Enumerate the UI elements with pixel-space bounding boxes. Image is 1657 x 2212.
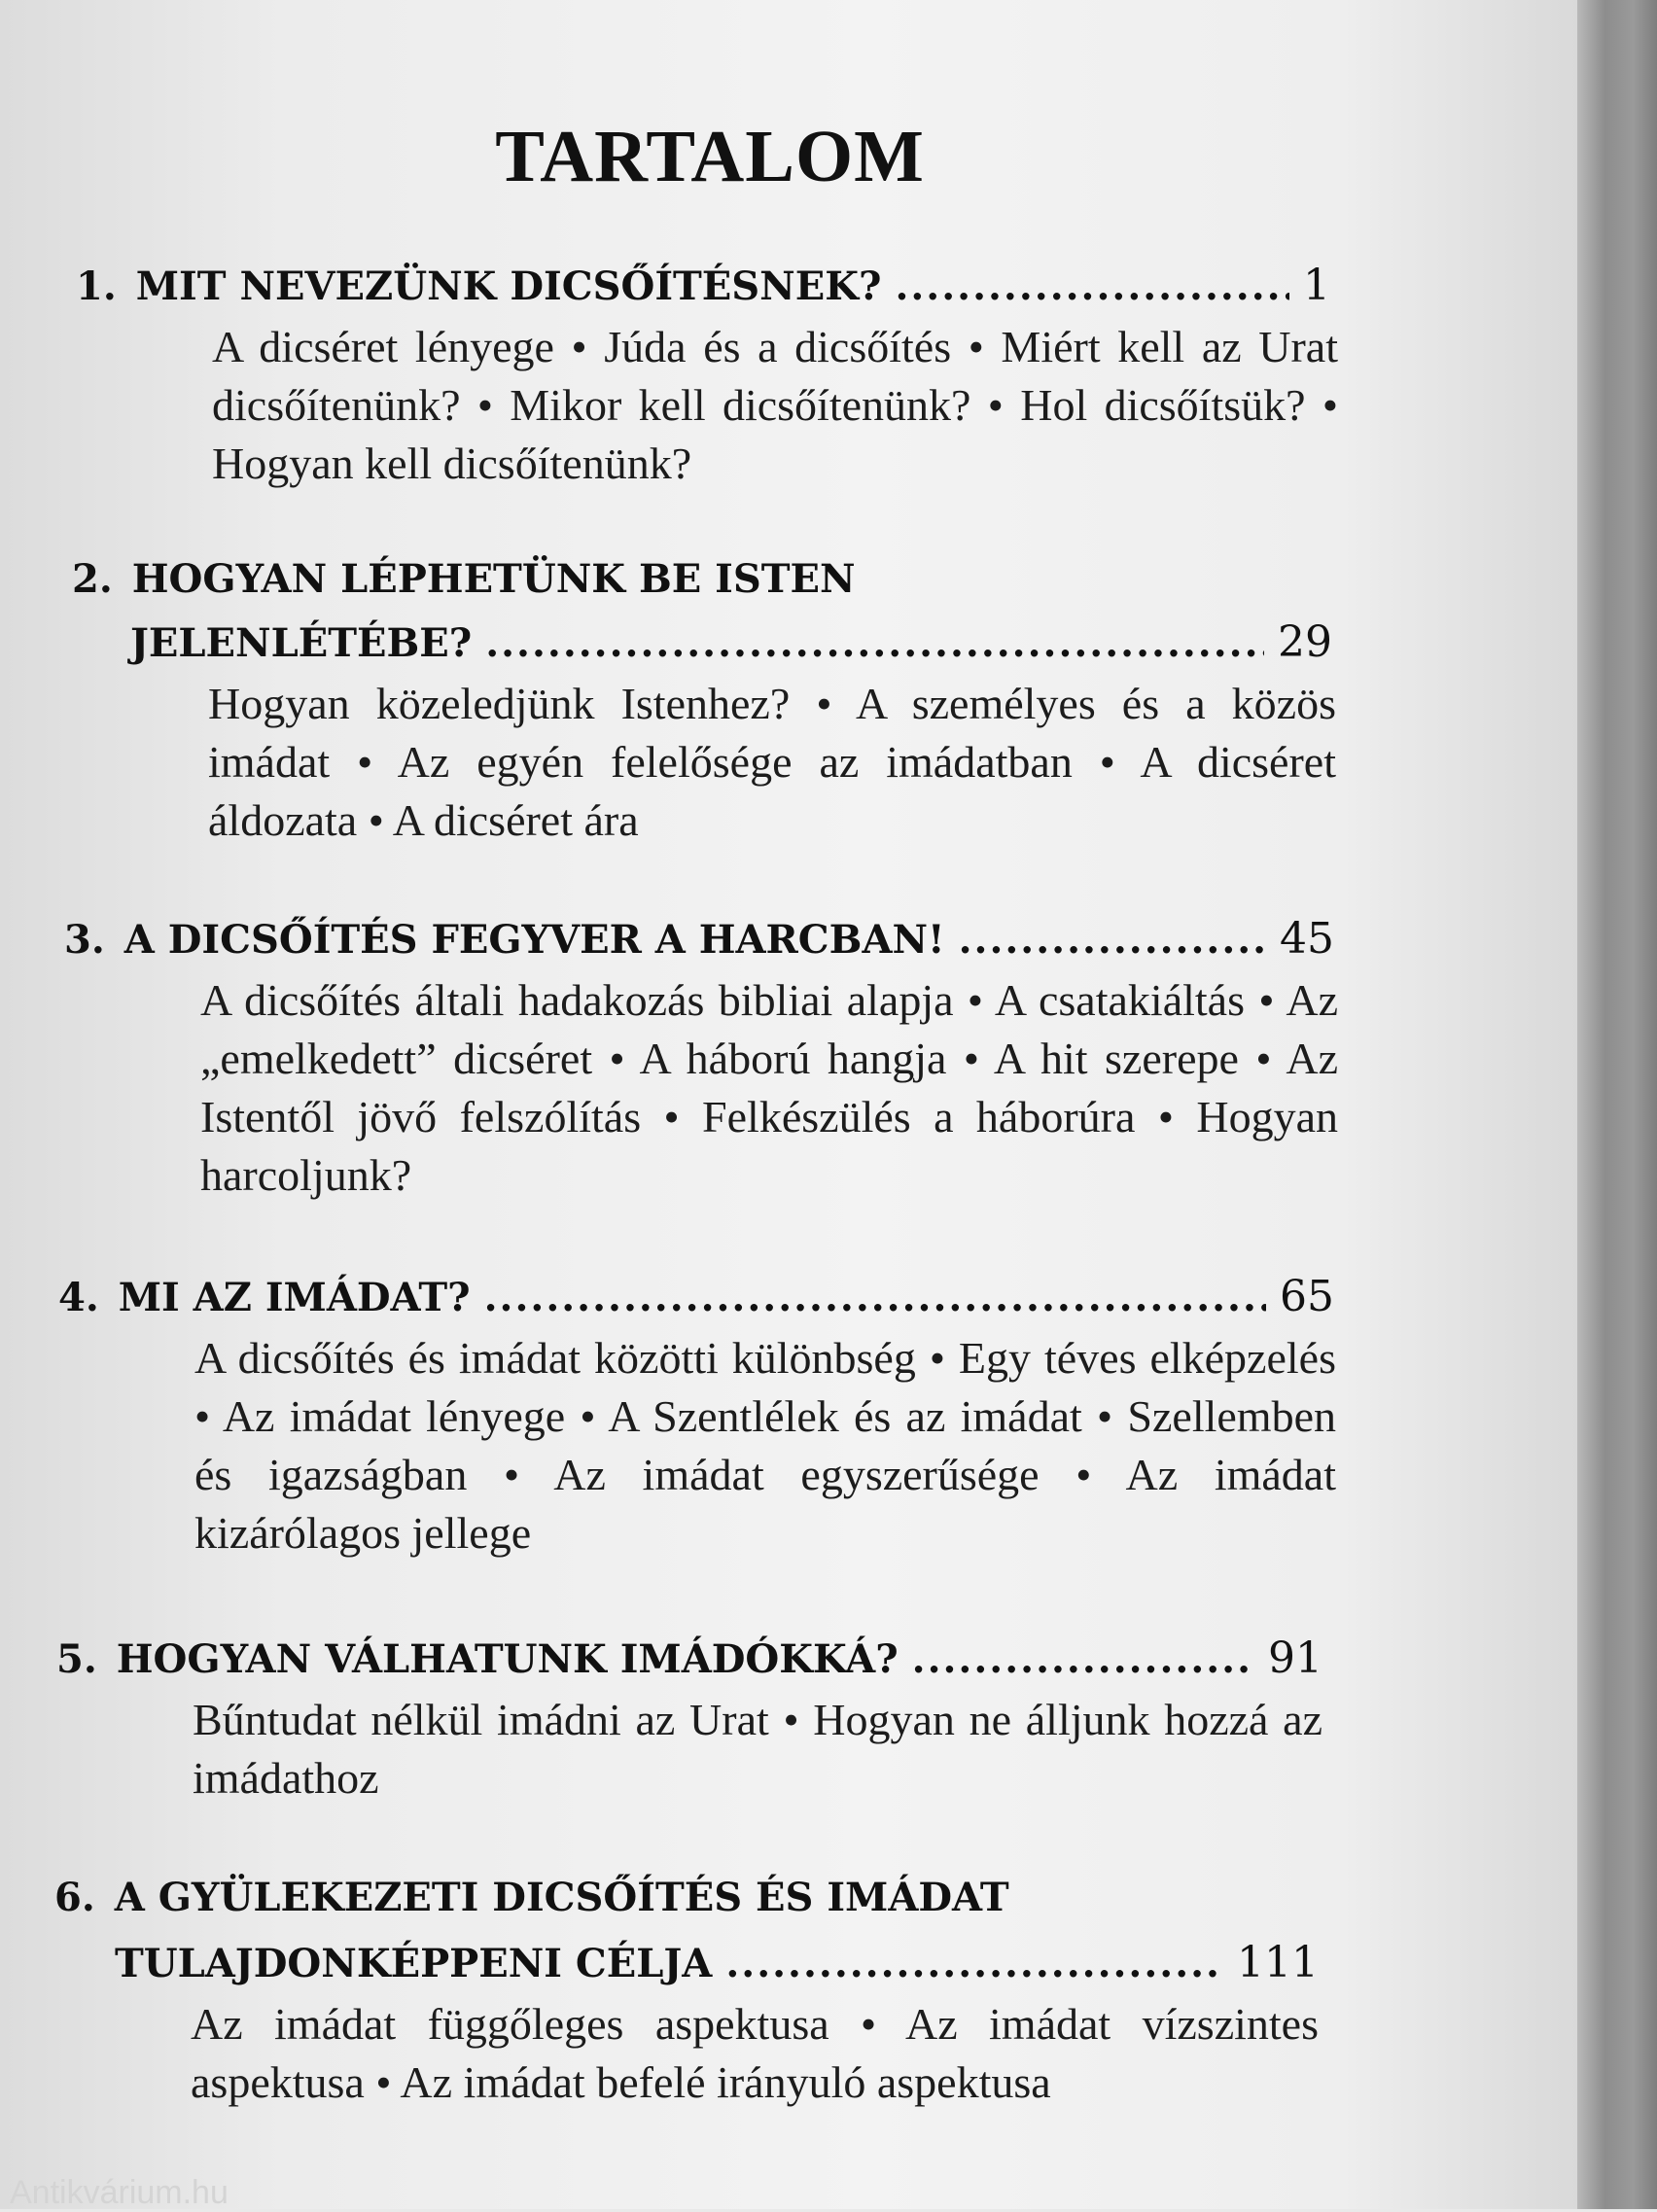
dot-leader xyxy=(484,1275,1266,1320)
dot-leader xyxy=(725,1941,1223,1986)
toc-entry-6 xyxy=(54,1875,1319,2112)
toc-entry-title: HOGYAN LÉPHETÜNK BE ISTEN xyxy=(131,556,856,602)
toc-entry-title: MIT NEVEZÜNK DICSŐÍTÉSNEK? xyxy=(135,263,882,309)
toc-entry-description: Bűntudat nélkül imádni az Urat • Hogyan ne álljunk hozzá az imádathoz xyxy=(193,1695,1322,1803)
toc-entry-4 xyxy=(58,1272,1334,1562)
toc-entry-description: A dicséret lényege • Júda és a dicsőítés • Miért kell az Urat dicsőítenünk? • Mikor kell dicsőítenünk? • Hol dicsőítsük? • Hogyan kell dicsőítenünk? xyxy=(212,322,1338,488)
toc-entry-page: 29 xyxy=(1278,617,1332,667)
toc-entry-number: 4. xyxy=(58,1275,99,1320)
toc-entry-number: 2. xyxy=(72,556,113,602)
toc-entry-heading xyxy=(64,914,1334,964)
toc-entry-title: A DICSŐÍTÉS FEGYVER A HARCBAN! xyxy=(123,917,945,963)
dot-leader xyxy=(895,263,1289,309)
toc-entry-5 xyxy=(56,1633,1322,1808)
watermark-text: Antikvárium.hu xyxy=(10,2174,229,2211)
toc-entry-number: 1. xyxy=(76,263,117,309)
toc-entry-page: 65 xyxy=(1280,1272,1334,1321)
toc-entry-2 xyxy=(72,556,1336,850)
toc-entry-3 xyxy=(64,914,1338,1205)
toc-entry-heading-continuation xyxy=(115,1938,1319,1987)
toc-entry-heading xyxy=(58,1272,1334,1321)
toc-entry-page: 111 xyxy=(1237,1938,1319,1987)
page-title: TARTALOM xyxy=(495,116,925,197)
toc-entry-page: 91 xyxy=(1268,1633,1322,1683)
dot-leader xyxy=(959,917,1266,963)
toc-entry-title: A GYÜLEKEZETI DICSŐÍTÉS ÉS IMÁDAT xyxy=(114,1875,1009,1920)
toc-entry-heading xyxy=(54,1875,1319,1920)
toc-entry-page: 45 xyxy=(1280,914,1334,964)
toc-entry-heading xyxy=(72,556,1332,602)
toc-entry-heading-continuation xyxy=(130,617,1332,667)
dot-leader xyxy=(912,1636,1254,1682)
toc-entry-title: MI AZ IMÁDAT? xyxy=(118,1275,471,1320)
toc-entry-number: 5. xyxy=(56,1636,97,1682)
toc-entry-description: A dicsőítés és imádat közötti különbség • Egy téves elképzelés • Az imádat lényege • A Szentlélek és az imádat • Szellemben és igazságban • Az imádat egyszerűsége • Az imádat kizárólagos jellege xyxy=(194,1333,1336,1558)
toc-entry-heading xyxy=(76,261,1330,310)
toc-entry-title: JELENLÉTÉBE? xyxy=(130,620,473,666)
toc-entry-page: 1 xyxy=(1303,261,1330,310)
dot-leader xyxy=(485,620,1264,666)
toc-entry-title: TULAJDONKÉPPENI CÉLJA xyxy=(115,1941,713,1986)
toc-entry-description: Hogyan közeledjünk Istenhez? • A személyes és a közös imádat • Az egyén felelősége az imádatban • A dicséret áldozata • A dicséret ára xyxy=(208,679,1336,845)
toc-entry-1 xyxy=(76,261,1338,493)
toc-entry-heading xyxy=(56,1633,1322,1683)
toc-entry-number: 3. xyxy=(64,917,105,963)
toc-entry-title: HOGYAN VÁLHATUNK IMÁDÓKKÁ? xyxy=(116,1636,899,1682)
toc-entry-description: A dicsőítés általi hadakozás bibliai alapja • A csatakiáltás • Az „emelkedett” dicséret • A háború hangja • A hit szerepe • Az Istentől jövő felszólítás • Felkészülés a háborúra • Hogyan harcoljunk? xyxy=(200,975,1338,1200)
book-spine-shadow xyxy=(1577,0,1657,2209)
toc-entry-number: 6. xyxy=(54,1875,95,1920)
toc-entry-description: Az imádat függőleges aspektusa • Az imádat vízszintes aspektusa • Az imádat befelé irányuló aspektusa xyxy=(191,1999,1319,2107)
